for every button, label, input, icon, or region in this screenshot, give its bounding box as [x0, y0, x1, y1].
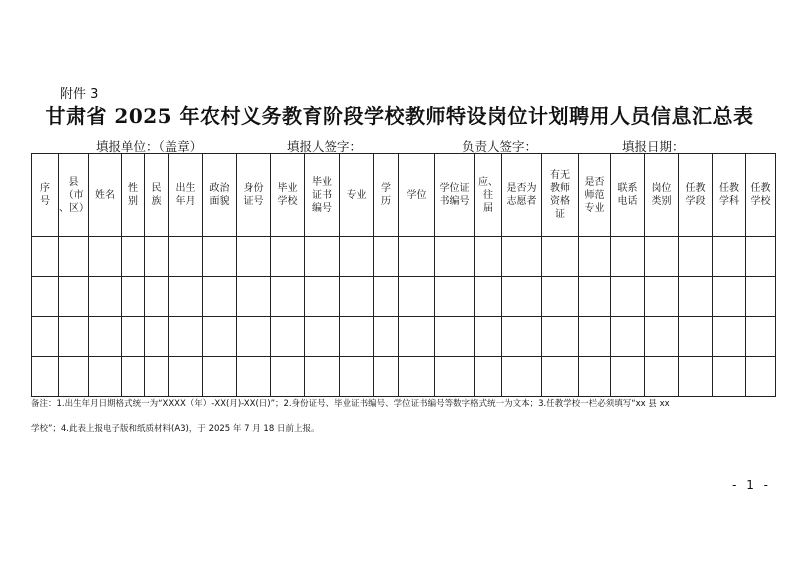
table-cell [746, 237, 776, 277]
table-cell [435, 237, 475, 277]
attachment-label: 附件 3 [60, 87, 99, 102]
table-cell [271, 317, 305, 357]
table-cell [679, 277, 713, 317]
table-cell [89, 317, 122, 357]
table-cell [305, 277, 340, 317]
column-header: 县 （市 、区） [59, 154, 89, 237]
table-cell [399, 277, 435, 317]
table-cell [271, 277, 305, 317]
table-cell [502, 317, 542, 357]
table-row [32, 237, 776, 277]
table-cell [374, 317, 399, 357]
table-cell [237, 357, 271, 397]
column-header: 出生 年月 [169, 154, 203, 237]
table-cell [435, 277, 475, 317]
table-cell [145, 237, 169, 277]
table-cell [435, 317, 475, 357]
table-cell [305, 357, 340, 397]
table-header-row [32, 154, 776, 237]
column-header: 专业 [340, 154, 374, 237]
table-cell [542, 357, 579, 397]
fill-date-label: 填报日期： [622, 139, 685, 154]
column-header: 学 历 [374, 154, 399, 237]
table-cell [340, 277, 374, 317]
table-cell [611, 357, 645, 397]
note-line-2: 学校”；4.此表上报电子版和纸质材料(A3)，于 2025 年 7 月 18 日前上报。 [31, 424, 320, 434]
table-cell [679, 357, 713, 397]
table-cell [122, 277, 145, 317]
table-cell [169, 357, 203, 397]
table-cell [32, 357, 59, 397]
table-cell [374, 357, 399, 397]
table-cell [502, 237, 542, 277]
column-header: 学位证 书编号 [435, 154, 475, 237]
table-cell [169, 317, 203, 357]
table-cell [645, 237, 679, 277]
table-cell [746, 277, 776, 317]
table-cell [145, 357, 169, 397]
table-cell [502, 357, 542, 397]
column-header: 毕业 学校 [271, 154, 305, 237]
column-header: 任教 学科 [713, 154, 746, 237]
column-header: 联系 电话 [611, 154, 645, 237]
table-cell [374, 237, 399, 277]
column-header: 是否 师范 专业 [579, 154, 611, 237]
table-cell [145, 317, 169, 357]
table-cell [32, 317, 59, 357]
table-cell [59, 357, 89, 397]
column-header: 有无 教师 资格 证 [542, 154, 579, 237]
table-cell [305, 237, 340, 277]
column-header: 民 族 [145, 154, 169, 237]
table-cell [679, 317, 713, 357]
column-header: 任教 学校 [746, 154, 776, 237]
table-row [32, 277, 776, 317]
column-header: 姓名 [89, 154, 122, 237]
table-cell [169, 237, 203, 277]
table-cell [611, 237, 645, 277]
table-cell [746, 357, 776, 397]
fill-leader-label: 负责人签字： [462, 139, 538, 154]
table-cell [271, 357, 305, 397]
fill-filler-label: 填报人签字： [287, 139, 363, 154]
table-cell [32, 277, 59, 317]
table-cell [475, 317, 502, 357]
table-cell [542, 237, 579, 277]
table-cell [145, 277, 169, 317]
table-cell [237, 277, 271, 317]
table-cell [237, 237, 271, 277]
table-cell [340, 237, 374, 277]
table-cell [399, 317, 435, 357]
table-cell [59, 317, 89, 357]
table-cell [59, 237, 89, 277]
table-cell [475, 277, 502, 317]
table-cell [122, 357, 145, 397]
table-cell [203, 357, 237, 397]
table-cell [340, 357, 374, 397]
table-cell [679, 237, 713, 277]
table-cell [305, 317, 340, 357]
table-cell [502, 277, 542, 317]
table-cell [475, 237, 502, 277]
column-header: 学位 [399, 154, 435, 237]
table-cell [645, 277, 679, 317]
table-cell [271, 237, 305, 277]
table-cell [399, 357, 435, 397]
table-cell [713, 317, 746, 357]
table-cell [645, 317, 679, 357]
table-cell [89, 357, 122, 397]
column-header: 岗位 类别 [645, 154, 679, 237]
table-cell [542, 277, 579, 317]
column-header: 毕业 证书 编号 [305, 154, 340, 237]
table-cell [579, 237, 611, 277]
table-cell [122, 317, 145, 357]
table-cell [32, 237, 59, 277]
column-header: 政治 面貌 [203, 154, 237, 237]
table-cell [89, 277, 122, 317]
table-cell [122, 237, 145, 277]
table-cell [203, 317, 237, 357]
summary-table [31, 153, 776, 397]
column-header: 应、往 届 [475, 154, 502, 237]
table-cell [59, 277, 89, 317]
table-cell [611, 317, 645, 357]
table-row [32, 357, 776, 397]
table-cell [713, 237, 746, 277]
column-header: 是否为 志愿者 [502, 154, 542, 237]
table-cell [203, 237, 237, 277]
table-cell [237, 317, 271, 357]
table-cell [542, 317, 579, 357]
table-cell [435, 357, 475, 397]
table-cell [579, 357, 611, 397]
column-header: 任教 学段 [679, 154, 713, 237]
column-header: 序 号 [32, 154, 59, 237]
table-cell [203, 277, 237, 317]
table-cell [399, 237, 435, 277]
table-cell [645, 357, 679, 397]
table-cell [611, 277, 645, 317]
table-cell [89, 237, 122, 277]
table-cell [374, 277, 399, 317]
table-cell [713, 277, 746, 317]
page-title: 甘肃省 2025 年农村义务教育阶段学校教师特设岗位计划聘用人员信息汇总表 [45, 104, 754, 128]
column-header: 身份 证号 [237, 154, 271, 237]
table-row [32, 317, 776, 357]
table-cell [169, 277, 203, 317]
table-cell [746, 317, 776, 357]
table-cell [713, 357, 746, 397]
page-number: - 1 - [732, 478, 771, 492]
table-cell [579, 277, 611, 317]
table-cell [340, 317, 374, 357]
table-cell [475, 357, 502, 397]
table-cell [579, 317, 611, 357]
column-header: 性 别 [122, 154, 145, 237]
note-line-1: 备注：1.出生年月日期格式统一为“XXXX（年）-XX(月)-XX(日)”；2.身份证号、毕业证书编号、学位证书编号等数字格式统一为文本；3.任教学校一栏必须填写“xx 县 xx [31, 399, 670, 409]
fill-unit-label: 填报单位：（盖章） [96, 139, 203, 154]
